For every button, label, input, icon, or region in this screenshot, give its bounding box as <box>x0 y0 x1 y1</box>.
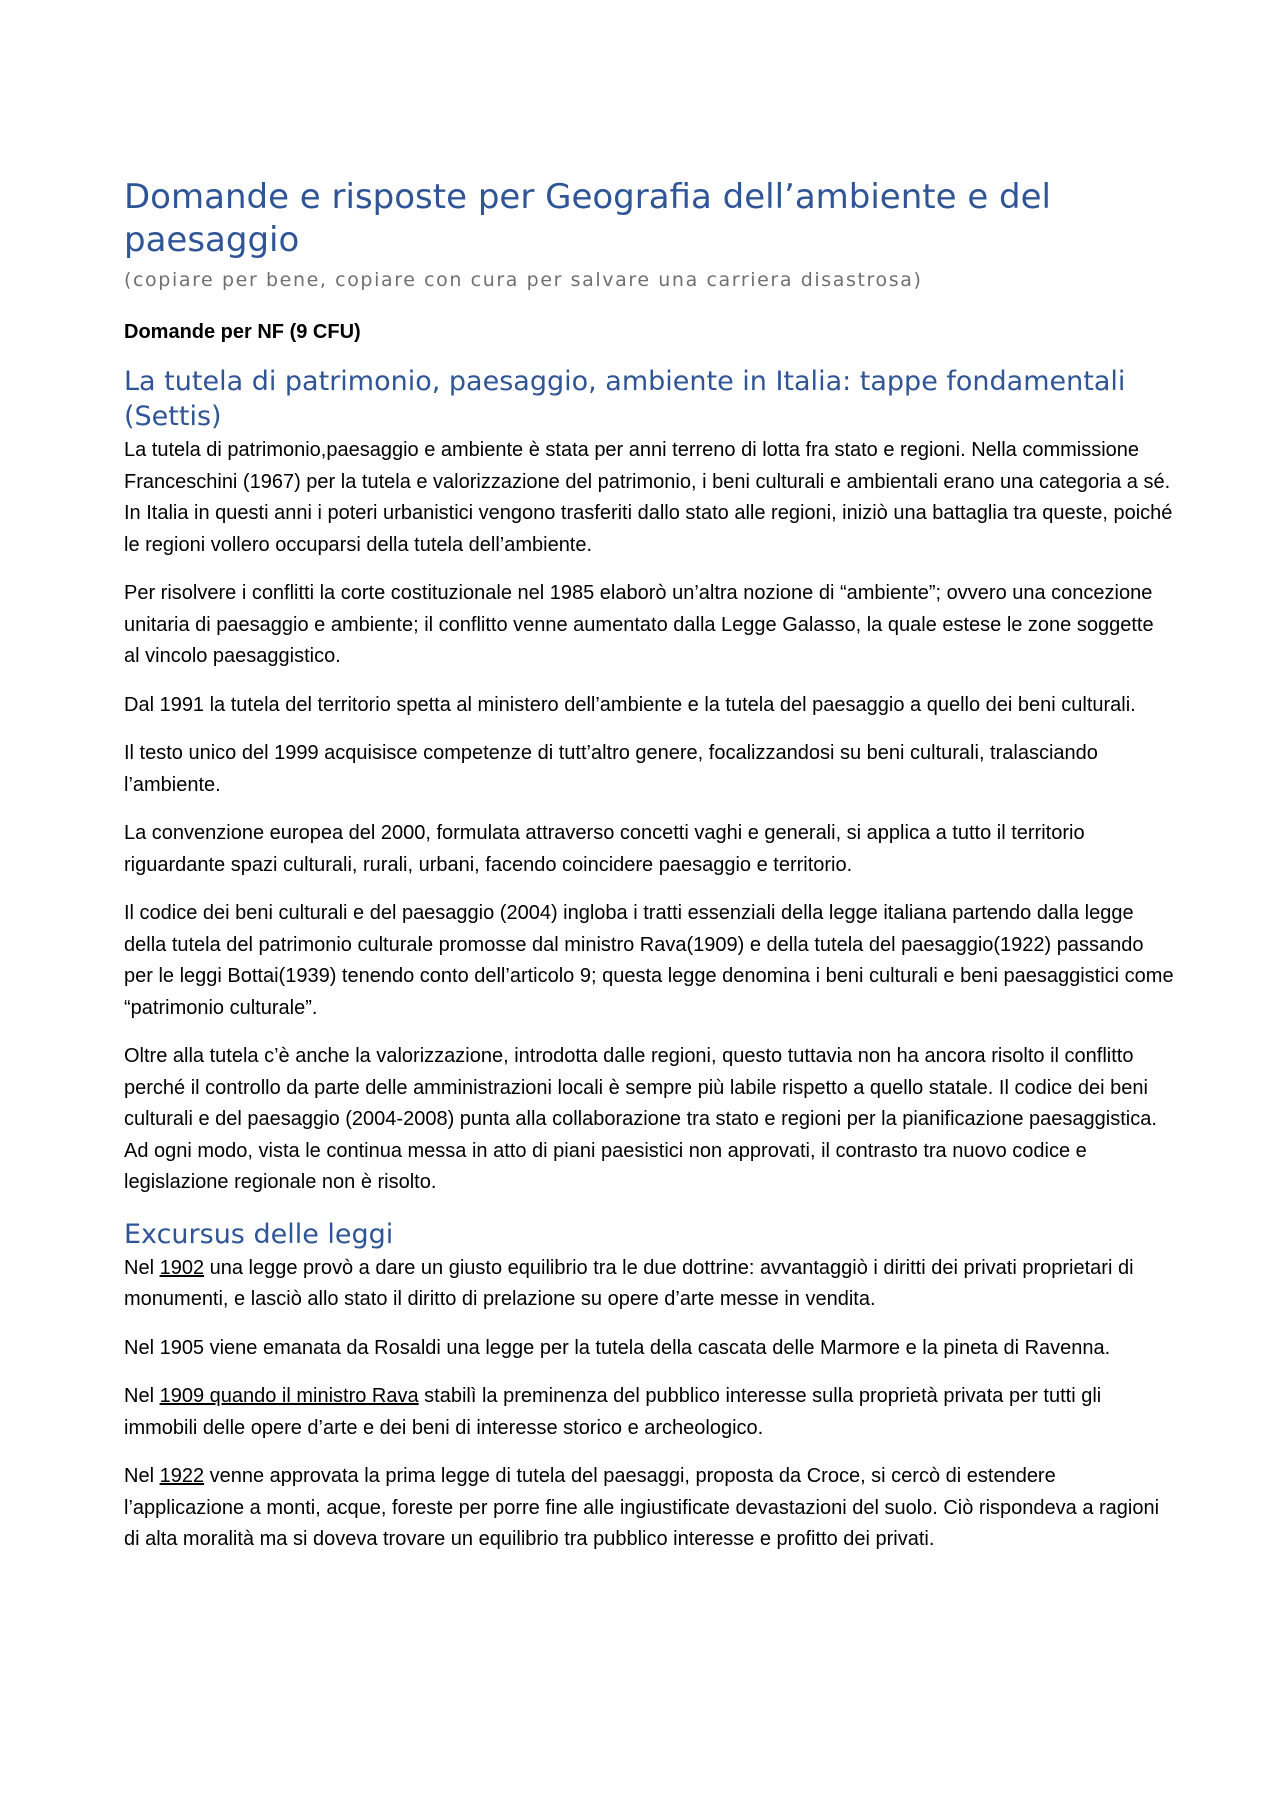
paragraph-text: stabilì la preminenza del pubblico interesse sulla proprietà privata per tutti gli immobili delle opere d’arte e dei beni di interesse storico e archeologico. <box>124 1385 1102 1439</box>
underlined-year: 1922 <box>159 1465 205 1487</box>
paragraph: La tutela di patrimonio,paesaggio e ambiente è stata per anni terreno di lotta fra stato e regioni. Nella commissione Franceschini (1967) per la tutela e valorizzazione del patrimonio, i beni culturali e ambientali erano una categoria a sé. In Italia in questi anni i poteri urbanistici vengono trasferiti dallo stato alle regioni, iniziò una battaglia tra queste, poiché le regioni vollero occuparsi della tutela dell’ambiente. <box>124 439 1173 556</box>
document-page <box>124 176 1174 1573</box>
document-subtitle: (copiare per bene, copiare con cura per salvare una carriera disastrosa) <box>124 269 923 291</box>
paragraph: Il codice dei beni culturali e del paesaggio (2004) ingloba i tratti essenziali della legge italiana partendo dalla legge della tutela del patrimonio culturale promosse dal ministro Rava(1909) e della tutela del paesaggio(1922) passando per le leggi Bottai(1939) tenendo conto dell’articolo 9; questa legge denomina i beni culturali e beni paesaggistici come “patrimonio culturale”. <box>124 902 1174 1019</box>
paragraph: Il testo unico del 1999 acquisisce competenze di tutt’altro genere, focalizzandosi su beni culturali, tralasciando l’ambiente. <box>124 742 1098 796</box>
paragraph-prefix: Nel <box>124 1465 160 1487</box>
section-label: Domande per NF (9 CFU) <box>124 321 361 343</box>
underlined-text: 1909 quando il ministro Rava <box>159 1385 419 1407</box>
underlined-year: 1902 <box>159 1256 205 1279</box>
paragraph-prefix: Nel <box>124 1385 160 1407</box>
paragraph-text: venne approvata la prima legge di tutela del paesaggi, proposta da Croce, si cercò di estendere l’applicazione a monti, acque, foreste per porre fine alle ingiustificate devastazioni del suolo. Ciò rispondeva a ragioni di alta moralità ma si doveva trovare un equilibrio tra pubblico interesse e profitto dei privati. <box>124 1465 1160 1550</box>
section-heading-tutela: La tutela di patrimonio, paesaggio, ambiente in Italia: tappe fondamentali (Settis) <box>124 366 1126 432</box>
paragraph-1902 <box>124 1253 1174 1316</box>
paragraph-text: una legge provò a dare un giusto equilibrio tra le due dottrine: avvantaggiò i diritti dei privati proprietari di monumenti, e lasciò allo stato il diritto di prelazione su opere d’arte messe in vendita. <box>124 1256 1134 1310</box>
paragraph: Per risolvere i conflitti la corte costituzionale nel 1985 elaborò un’altra nozione di “ambiente”; ovvero una concezione unitaria di paesaggio e ambiente; il conflitto venne aumentato dalla Legge Galasso, la quale estese le zone soggette al vincolo paesaggistico. <box>124 582 1154 667</box>
paragraph-1909 <box>124 1381 1174 1444</box>
section-heading-excursus: Excursus delle leggi <box>124 1218 394 1250</box>
paragraph-1905: Nel 1905 viene emanata da Rosaldi una legge per la tutela della cascata delle Marmore e la pineta di Ravenna. <box>124 1336 1111 1359</box>
paragraph: Dal 1991 la tutela del territorio spetta al ministero dell’ambiente e la tutela del paesaggio a quello dei beni culturali. <box>124 693 1136 716</box>
paragraph-prefix: Nel <box>124 1256 160 1279</box>
paragraph: La convenzione europea del 2000, formulata attraverso concetti vaghi e generali, si applica a tutto il territorio riguardante spazi culturali, rurali, urbani, facendo coincidere paesaggio e territorio. <box>124 822 1085 876</box>
paragraph: Oltre alla tutela c’è anche la valorizzazione, introdotta dalle regioni, questo tuttavia non ha ancora risolto il conflitto perché il controllo da parte delle amministrazioni locali è sempre più labile rispetto a quello statale. Il codice dei beni culturali e del paesaggio (2004-2008) punta alla collaborazione tra stato e regioni per la pianificazione paesaggistica. Ad ogni modo, vista le continua messa in atto di piani paesistici non approvati, il contrasto tra nuovo codice e legislazione regionale non è risolto. <box>124 1045 1157 1193</box>
document-title: Domande e risposte per Geografia dell’ambiente e del paesaggio <box>124 177 1051 260</box>
paragraph-1922 <box>124 1461 1174 1556</box>
